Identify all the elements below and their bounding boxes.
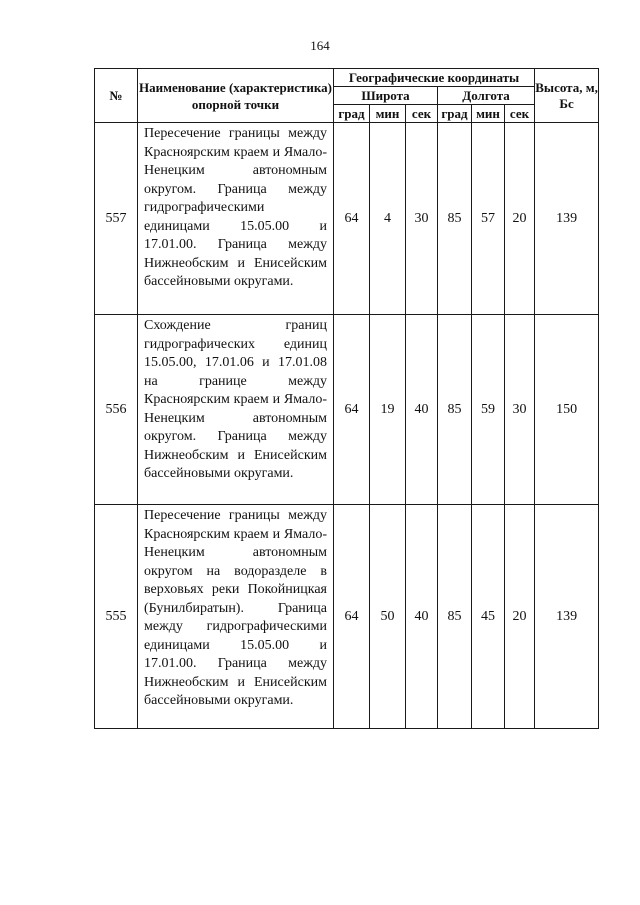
lat-min: 19 xyxy=(370,315,406,505)
header-number: № xyxy=(95,69,138,123)
header-lon-deg: град xyxy=(438,105,472,123)
header-height: Высота, м, Бс xyxy=(535,69,599,123)
point-description-cell xyxy=(138,505,334,729)
header-latitude: Широта xyxy=(334,87,438,105)
header-longitude: Долгота xyxy=(438,87,535,105)
table-row xyxy=(95,315,599,505)
table-row xyxy=(95,123,599,315)
lon-min: 45 xyxy=(472,505,505,729)
header-lat-deg: град xyxy=(334,105,370,123)
lon-min: 59 xyxy=(472,315,505,505)
lon-min: 57 xyxy=(472,123,505,315)
point-description-cell xyxy=(138,315,334,505)
reference-points-table xyxy=(94,68,599,729)
header-lon-min: мин xyxy=(472,105,505,123)
table-row xyxy=(95,505,599,729)
point-description: Пересечение границы между Красноярским краем и Ямало-Ненецким автономным округом. Граница между гидрографическими единицами 15.05.00 и 17.01.00. Граница между Нижнеобским и Енисейским бассейновыми округами. xyxy=(144,126,327,289)
header-lat-min: мин xyxy=(370,105,406,123)
lon-sec: 20 xyxy=(505,505,535,729)
height-value: 139 xyxy=(535,123,599,315)
header-name: Наименование (характеристика) опорной точки xyxy=(138,69,334,123)
height-value: 139 xyxy=(535,505,599,729)
point-number: 557 xyxy=(95,123,138,315)
point-description-cell xyxy=(138,123,334,315)
point-number: 555 xyxy=(95,505,138,729)
lat-min: 50 xyxy=(370,505,406,729)
lat-deg: 64 xyxy=(334,505,370,729)
lat-sec: 40 xyxy=(406,315,438,505)
lat-min: 4 xyxy=(370,123,406,315)
point-description: Схождение границ гидрографических единиц 15.05.00, 17.01.06 и 17.01.08 на границе между Красноярским краем и Ямало-Ненецким автономным округом. Граница между Нижнеобским и Енисейским бассейновыми округами. xyxy=(144,318,327,481)
lon-sec: 20 xyxy=(505,123,535,315)
height-value: 150 xyxy=(535,315,599,505)
lon-deg: 85 xyxy=(438,505,472,729)
point-description: Пересечение границы между Красноярским краем и Ямало-Ненецким автономным округом на водоразделе в верховьях реки Покойницкая (Бунилбиратын). Граница между гидрографическими единицами 15.05.00 и 17.01.00. Граница между Нижнеобским и Енисейским бассейновыми округами. xyxy=(144,508,327,708)
header-lat-sec: сек xyxy=(406,105,438,123)
lat-deg: 64 xyxy=(334,315,370,505)
lat-deg: 64 xyxy=(334,123,370,315)
header-lon-sec: сек xyxy=(505,105,535,123)
lat-sec: 30 xyxy=(406,123,438,315)
page-number: 164 xyxy=(310,38,330,53)
header-geo-coordinates: Географические координаты xyxy=(334,69,535,87)
point-number: 556 xyxy=(95,315,138,505)
lon-deg: 85 xyxy=(438,315,472,505)
lon-deg: 85 xyxy=(438,123,472,315)
lon-sec: 30 xyxy=(505,315,535,505)
lat-sec: 40 xyxy=(406,505,438,729)
